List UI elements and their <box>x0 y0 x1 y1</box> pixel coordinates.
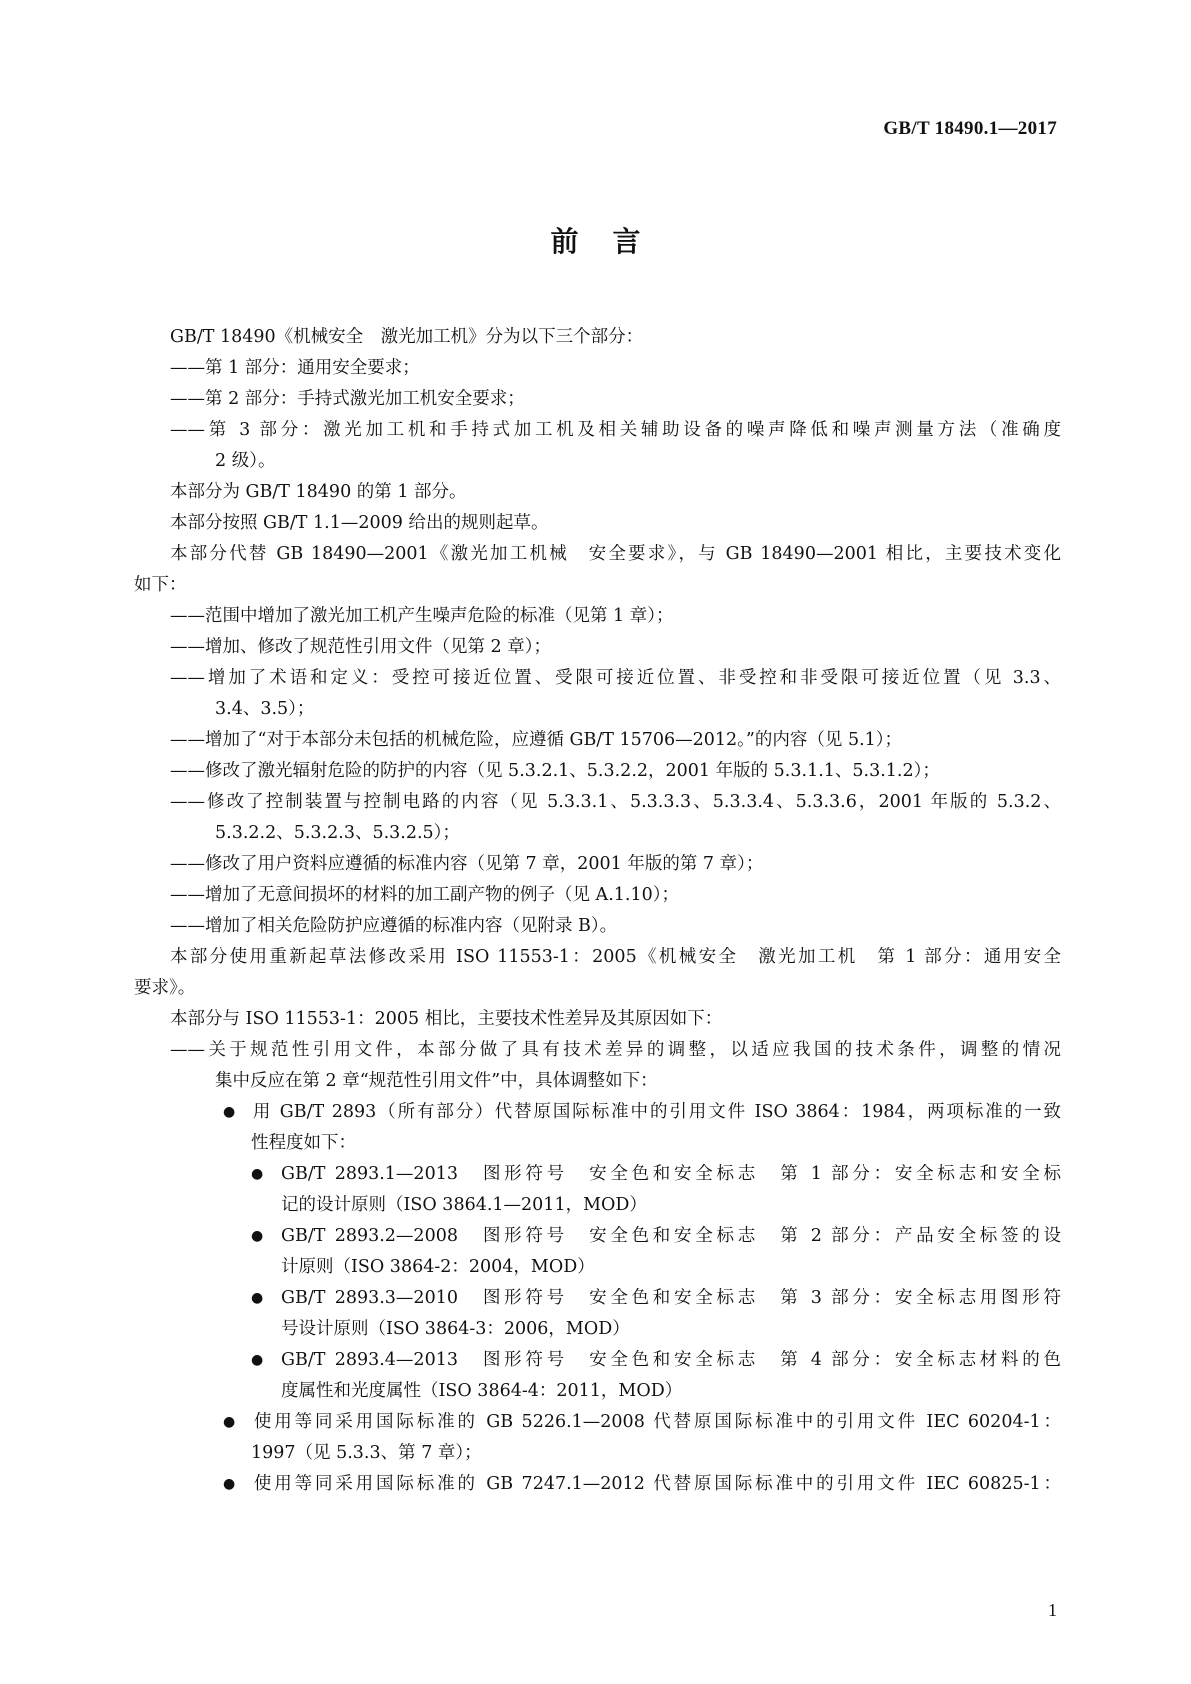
bullet-icon: ● <box>251 1290 264 1306</box>
bullet-item <box>134 1097 1061 1128</box>
list-item: ——增加了相关危险防护应遵循的标准内容（见附录 B）。 <box>170 916 618 936</box>
bullet-icon: ● <box>223 1414 236 1430</box>
list-item: ——增加了术语和定义：受控可接近位置、受限可接近位置、非受控和非受限可接近位置（见 3.3、 <box>170 668 1061 688</box>
list-item: ——范围中增加了激光加工机产生噪声危险的标准（见第 1 章）； <box>170 606 674 626</box>
bullet-continuation: 性程度如下： <box>251 1133 356 1153</box>
sub-bullet-continuation: 度属性和光度属性（ISO 3864-4：2011，MOD） <box>281 1381 683 1401</box>
sub-bullet-continuation: 计原则（ISO 3864-2：2004，MOD） <box>281 1257 595 1277</box>
paragraph-line: 本部分按照 GB/T 1.1—2009 给出的规则起草。 <box>170 513 549 533</box>
paragraph-line: 要求》。 <box>134 978 196 998</box>
sub-bullet-continuation: 号设计原则（ISO 3864-3：2006，MOD） <box>281 1319 630 1339</box>
list-item: ——增加了“对于本部分未包括的机械危险，应遵循 GB/T 15706—2012。”的内容（见 5.1）； <box>170 730 903 750</box>
page-number: 1 <box>1048 1600 1057 1620</box>
document-body <box>134 322 1061 1500</box>
sub-bullet-item <box>134 1345 1061 1376</box>
paragraph-line: GB/T 18490《机械安全 激光加工机》分为以下三个部分： <box>170 327 644 347</box>
bullet-text: 使用等同采用国际标准的 GB 5226.1—2008 代替原国际标准中的引用文件 IEC 60204-1： <box>251 1412 1061 1432</box>
list-item: ——增加、修改了规范性引用文件（见第 2 章）； <box>170 637 552 657</box>
list-item-continuation: 3.4、3.5）； <box>215 699 315 719</box>
paragraph-line: 本部分代替 GB 18490—2001《激光加工机械 安全要求》，与 GB 18490—2001 相比，主要技术变化 <box>170 544 1061 564</box>
list-item: ——修改了用户资料应遵循的标准内容（见第 7 章，2001 年版的第 7 章）； <box>170 854 764 874</box>
bullet-icon: ● <box>223 1476 236 1492</box>
paragraph-line: 如下： <box>134 575 187 595</box>
bullet-text: GB/T 2893.4—2013 图形符号 安全色和安全标志 第 4 部分：安全标志材料的色 <box>281 1350 1061 1370</box>
list-item-continuation: 2 级）。 <box>215 451 276 471</box>
bullet-icon: ● <box>251 1352 264 1368</box>
bullet-text: 使用等同采用国际标准的 GB 7247.1—2012 代替原国际标准中的引用文件 IEC 60825-1： <box>251 1474 1061 1494</box>
sub-bullet-item <box>134 1283 1061 1314</box>
page-title: 前言 <box>550 225 675 258</box>
bullet-icon: ● <box>223 1104 236 1120</box>
bullet-text: GB/T 2893.1—2013 图形符号 安全色和安全标志 第 1 部分：安全标志和安全标 <box>281 1164 1061 1184</box>
list-item: ——增加了无意间损坏的材料的加工副产物的例子（见 A.1.10）； <box>170 885 679 905</box>
list-item-continuation: 5.3.2.2、5.3.2.3、5.3.2.5）； <box>215 823 460 843</box>
bullet-text: GB/T 2893.2—2008 图形符号 安全色和安全标志 第 2 部分：产品安全标签的设 <box>281 1226 1061 1246</box>
list-item: ——第 3 部分：激光加工机和手持式加工机及相关辅助设备的噪声降低和噪声测量方法（准确度 <box>170 420 1061 440</box>
document-code: GB/T 18490.1—2017 <box>883 118 1057 139</box>
list-item-continuation: 集中反应在第 2 章“规范性引用文件”中，具体调整如下： <box>215 1071 658 1091</box>
sub-bullet-continuation: 记的设计原则（ISO 3864.1—2011，MOD） <box>281 1195 647 1215</box>
list-item: ——关于规范性引用文件，本部分做了具有技术差异的调整，以适应我国的技术条件，调整的情况 <box>170 1040 1061 1060</box>
list-item: ——修改了激光辐射危险的防护的内容（见 5.3.2.1、5.3.2.2，2001 年版的 5.3.1.1、5.3.1.2）； <box>170 761 940 781</box>
list-item: ——第 1 部分：通用安全要求； <box>170 358 420 378</box>
paragraph-line: 本部分为 GB/T 18490 的第 1 部分。 <box>170 482 467 502</box>
bullet-continuation: 1997（见 5.3.3、第 7 章）； <box>251 1443 482 1463</box>
bullet-text: GB/T 2893.3—2010 图形符号 安全色和安全标志 第 3 部分：安全标志用图形符 <box>281 1288 1061 1308</box>
sub-bullet-item <box>134 1159 1061 1190</box>
bullet-item <box>134 1469 1061 1500</box>
bullet-icon: ● <box>251 1166 264 1182</box>
paragraph-line: 本部分使用重新起草法修改采用 ISO 11553-1：2005《机械安全 激光加工机 第 1 部分：通用安全 <box>170 947 1061 967</box>
paragraph-line: 本部分与 ISO 11553-1：2005 相比，主要技术性差异及其原因如下： <box>170 1009 723 1029</box>
list-item: ——第 2 部分：手持式激光加工机安全要求； <box>170 389 525 409</box>
bullet-item <box>134 1407 1061 1438</box>
bullet-text: 用 GB/T 2893（所有部分）代替原国际标准中的引用文件 ISO 3864：1984，两项标准的一致 <box>251 1102 1061 1122</box>
bullet-icon: ● <box>251 1228 264 1244</box>
list-item: ——修改了控制装置与控制电路的内容（见 5.3.3.1、5.3.3.3、5.3.3.4、5.3.3.6，2001 年版的 5.3.2、 <box>170 792 1061 812</box>
sub-bullet-item <box>134 1221 1061 1252</box>
